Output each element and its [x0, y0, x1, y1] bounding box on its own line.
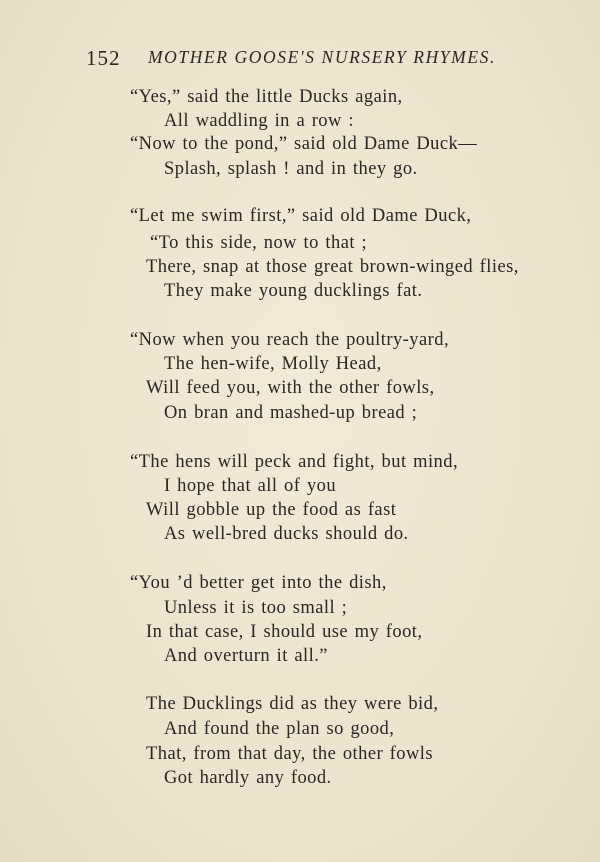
poem-line: I hope that all of you [164, 476, 337, 496]
poem-line: “Let me swim first,” said old Dame Duck, [130, 206, 472, 226]
poem-line: “You ’d better get into the dish, [130, 573, 387, 593]
poem-line: And found the plan so good, [164, 719, 395, 739]
poem-line: Unless it is too small ; [164, 598, 348, 618]
poem-line: The hen-wife, Molly Head, [164, 354, 382, 374]
poem-line: On bran and mashed-up bread ; [164, 403, 418, 423]
poem-line: Got hardly any food. [164, 768, 332, 788]
page-number: 152 [86, 46, 121, 70]
poem-line: There, snap at those great brown-winged flies, [146, 257, 519, 277]
poem-line: “Now to the pond,” said old Dame Duck— [130, 134, 478, 154]
poem-line: Will gobble up the food as fast [146, 500, 397, 520]
poem-line: In that case, I should use my foot, [146, 622, 423, 642]
poem-line: All waddling in a row : [164, 111, 354, 131]
poem-line: The Ducklings did as they were bid, [146, 694, 439, 714]
poem-line: That, from that day, the other fowls [146, 744, 434, 764]
running-title: MOTHER GOOSE'S NURSERY RHYMES. [148, 47, 496, 67]
poem-line: Splash, splash ! and in they go. [164, 159, 418, 179]
poem-line: “To this side, now to that ; [150, 233, 368, 253]
poem-line: And overturn it all.” [164, 646, 328, 666]
poem-line: “Now when you reach the poultry-yard, [130, 330, 450, 350]
poem-line: As well-bred ducks should do. [164, 524, 409, 544]
poem-line: They make young ducklings fat. [164, 281, 423, 301]
poem-line: “Yes,” said the little Ducks again, [130, 87, 403, 107]
poem-line: “The hens will peck and fight, but mind, [130, 452, 459, 472]
page-header [0, 44, 600, 74]
poem-line: Will feed you, with the other fowls, [146, 378, 435, 398]
